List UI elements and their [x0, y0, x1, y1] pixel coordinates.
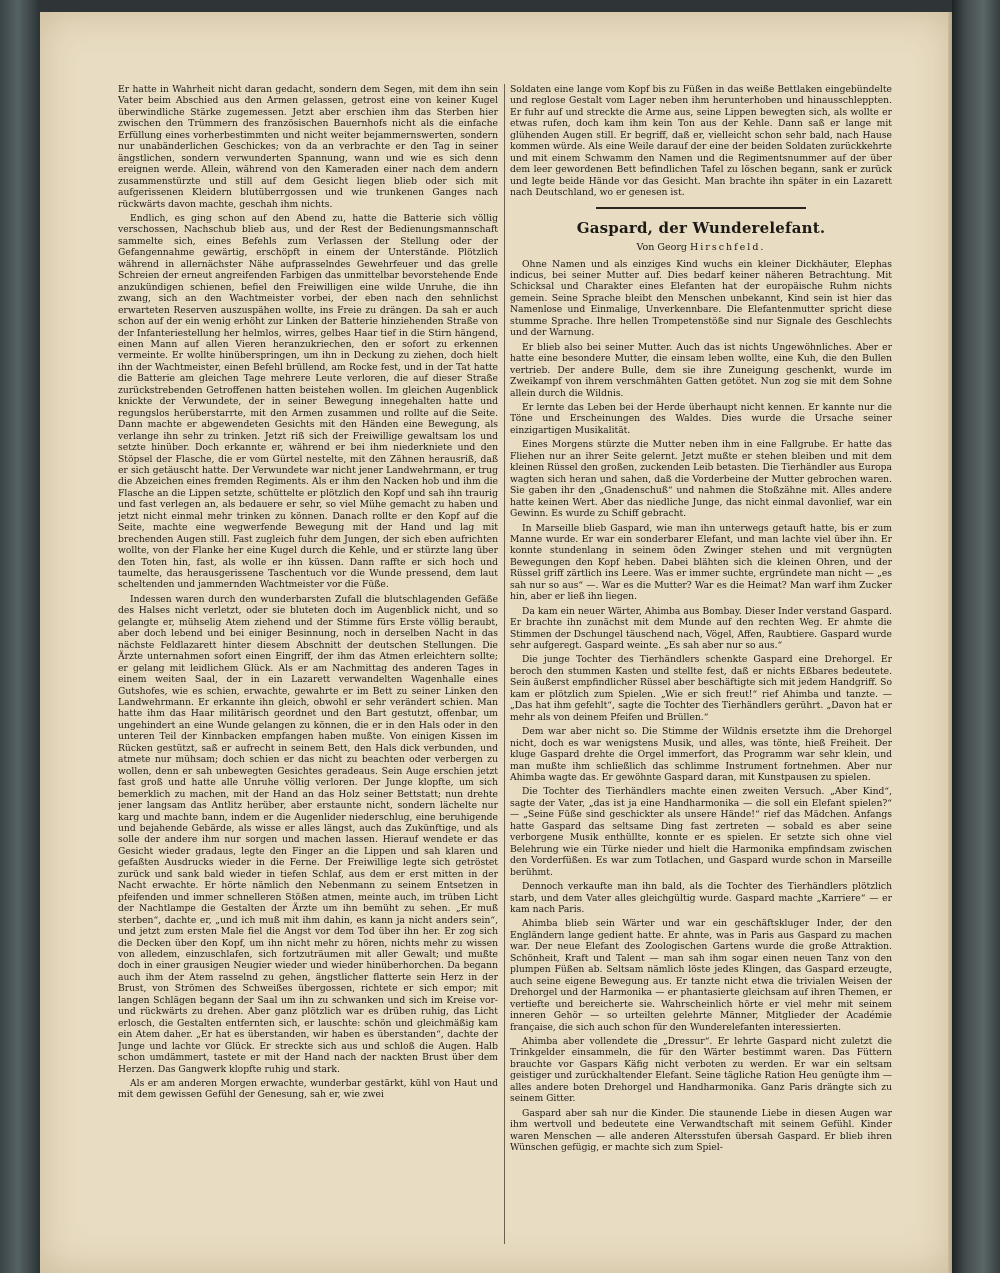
book-binding-left [0, 0, 40, 1273]
paragraph: In Marseille blieb Gaspard, wie man ihn unterwegs getauft hatte, bis er zum Manne wurde. Er war ein sonderbarer Elefant, und man lachte viel über ihn. Er konnte stundenlang in seinem öden Zwinger stehen und mit vergnügten Bewegungen den Kopf heben. Dabei blähten sich die kleinen Ohren, und der Rüssel griff zärtlich ins Leere. Was er immer suchte, ergründete man nicht — „es sah nur so aus“ —. War es die Mutter? War es die Heimat? Man warf ihm Zucker hin, aber er ließ ihn liegen. [510, 522, 892, 603]
story-continuation: Soldaten eine lange vom Kopf bis zu Füßen in das weiße Bettlaken eingebündelte und reglose Gestalt vom Lager neben ihm herunterhoben und hinausschleppten. Er fuhr auf und streckte die Arme aus, seine Lippen bewegten sich, als wollte er etwas rufen, doch kam ihm kein Ton aus der Kehle. Dann saß er lange mit glühenden Augen still. Er begriff, daß er, vielleicht schon sehr bald, nach Hause kommen würde. Als eine Weile darauf der eine der beiden Soldaten zurückkehrte und mit einem Schwamm den Namen und die Regimentsnummer auf der über dem leer gewordenen Bett befindlichen Tafel zu löschen begann, sank er zurück und legte beide Hände vor das Gesicht. Man brachte ihn später in ein Lazarett nach Deutschland, wo er genesen ist. [510, 84, 892, 199]
paragraph: Ohne Namen und als einziges Kind wuchs ein kleiner Dickhäuter, Elephas indicus, bei seiner Mutter auf. Dies bedarf keiner näheren Betrachtung. Mit Schicksal und Charakter eines Elefanten hat der europäische Ruhm nichts gemein. Seine Sprache bleibt den Menschen unbekannt, Kind sein ist hier das Namenlose und Einmalige, Unverkennbare. Die Elefantenmutter spricht diese stumme Sprache. Ihre hellen Trompetenstöße sind nur Signale des Geschlechts und der Warnung. [510, 258, 892, 339]
paragraph: Dennoch verkaufte man ihn bald, als die Tochter des Tierhändlers plötzlich starb, und dem Vater alles gleichgültig wurde. Gaspard machte „Karriere“ — er kam nach Paris. [510, 881, 892, 915]
section-separator-rule [596, 207, 806, 209]
paragraph: Endlich, es ging schon auf den Abend zu, hatte die Batterie sich völlig verschossen, Nachschub blieb aus, und der Rest der Bedienungsmannschaft sammelte sich, eines Befehls zum Verlassen der Stellung oder der Gefangennahme gewärtig, erschöpft in einem der Unterstände. Plötzlich während in allernächster Nähe aufprasselndes Gewehrfeuer und das grelle Schreien der erneut angreifenden Farbigen das unmittelbar bevorstehende Ende anzukündigen schienen, befiel den Freiwilligen eine wilde Unruhe, die ihn zwang, sich an den Wachtmeister vorbei, der eben nach den sehnlichst erwarteten Reserven auszuspähen wollte, ins Freie zu drängen. Da sah er auch schon auf der ein wenig erhöht zur Linken der Batterie hinziehenden Straße von der Infanteriestellung her helmlos, wirres, gelbes Haar tief in die Stirn hängend, einen Mann auf allen Vieren heranzukriechen, den er sofort zu erkennen vermeinte. Er wollte hinüberspringen, um ihn in Deckung zu ziehen, doch hielt ihn der Wachtmeister, einen Befehl brüllend, am Rocke fest, und in der Tat hatte die Batterie am gleichen Tage mehrere Leute verloren, die auf dieser Straße zurückstrebenden Getroffenen hatten beistehen wollen. Im gleichen Augenblick knickte der Verwundete, der in seiner Bewegung innegehalten hatte und regungslos herüberstarrte, mit den Armen zusammen und rollte auf die Seite. Dann machte er abgewendeten Gesichts mit den Händen eine Bewegung, als verlange ihn sehr zu trinken. Jetzt riß sich der Freiwillige gewaltsam los und setzte hinüber. Doch erkannte er, während er bei ihm niederkniete und den Stöpsel der Flasche, die er vom Gürtel nestelte, mit den Zähnen herausriß, daß er sich getäuscht hatte. Der Verwundete war nicht jener Landwehrmann, er trug die Abzeichen eines fremden Regiments. Als er ihm den Nacken hob und ihm die Flasche an die Lippen setzte, schüttelte er plötzlich den Kopf und sah ihn traurig und fast verlegen an, als bedauere er sehr, so viel Mühe gemacht zu haben und jetzt nicht einmal mehr trinken zu können. Danach rollte er den Kopf auf die Seite, machte eine wegwerfende Bewegung mit der Hand und lag mit brechenden Augen still. Fast zugleich fuhr dem Jungen, der sich eben aufrichten wollte, von der Flanke her eine Kugel durch die Kehle, und er stürzte lang über den Toten hin, fast, als wolle er ihn küssen. Dann raffte er sich hoch und taumelte, das herausgerissene Taschentuch vor die Wunde pressend, dem laut scheltenden und jammernden Wachtmeister vor die Füße. [118, 212, 498, 591]
column-divider [504, 84, 505, 1244]
left-text-column [118, 84, 498, 1244]
paragraph: Die junge Tochter des Tierhändlers schenkte Gaspard eine Drehorgel. Er beroch den stummen Kasten und stellte fest, daß er nichts Eßbares bedeutete. Sein äußerst empfindlicher Rüssel aber beschäftigte sich mit jedem Handgriff. So kam er plötzlich zum Spielen. „Wie er sich freut!“ rief Ahimba und tanzte. — „Das hat ihm gefehlt“, sagte die Tochter des Tierhändlers gerührt. „Davon hat er mehr als von deinem Pfeifen und Brüllen.“ [510, 654, 892, 723]
byline-prefix: Von Georg [636, 241, 687, 253]
paragraph: Als er am anderen Morgen erwachte, wunderbar gestärkt, kühl von Haut und mit dem gewissen Gefühl der Genesung, sah er, wie zwei [118, 1077, 498, 1101]
author-name: Hirschfeld. [689, 241, 766, 253]
right-text-column [510, 84, 892, 1244]
story-title: Gaspard, der Wunderelefant. [576, 218, 826, 237]
paragraph: Eines Morgens stürzte die Mutter neben ihm in eine Fallgrube. Er hatte das Fliehen nur an ihrer Seite gelernt. Jetzt mußte er stehen bleiben und mit dem kleinen Rüssel den großen, zuckenden Leib betasten. Die Tierhändler aus Europa wagten sich heran und sahen, daß die Vorderbeine der Mutter gebrochen waren. Sie gaben ihr den „Gnadenschuß“ und nahmen die Stoßzähne mit. Alles andere hatte keinen Wert. Aber das niedliche Junge, das nicht einmal davonlief, war ein Gewinn. Es wurde zu Schiff gebracht. [510, 439, 892, 520]
paragraph: Ahimba aber vollendete die „Dressur“. Er lehrte Gaspard nicht zuletzt die Trinkgelder einsammeln, die für den Wärter bestimmt waren. Das Füttern brauchte vor Gaspars Käfig nicht verboten zu werden. Er war ein seltsam geistiger und zurückhaltender Elefant. Seine tägliche Ration Heu genügte ihm — alles andere boten Drehorgel und Handharmonika. Ganz Paris drängte sich zu seinem Gitter. [510, 1035, 892, 1105]
paragraph: Indessen waren durch den wunderbarsten Zufall die blutschlagenden Gefäße des Halses nicht verletzt, oder sie bluteten doch im Augenblick nicht, und so gelangte er, mühselig Atem ziehend und der Stimme fürs Erste völlig beraubt, aber doch lebend und bei einiger Besinnung, noch in derselben Nacht in das nächste Feldlazarett hinter diesem Abschnitt der deutschen Stellungen. Die Ärzte unternahmen sofort einen Eingriff, der ihm das Atmen erleichtern sollte; er gelang mit leidlichem Glück. Als er am Nachmittag des anderen Tages in einem weiten Saal, der in ein Lazarett verwandelten Wagenhalle eines Gutshofes, wie es schien, erwachte, gewahrte er im Bett zu seiner Linken den Landwehrmann. Er erkannte ihn gleich, obwohl er sehr verändert schien. Man hatte ihm das Haar militärisch geordnet und den Bart gestutzt, offenbar, um ungehindert an eine Wunde gelangen zu können, die er in den Hals oder in den unteren Teil der Kinnbacken empfangen haben mußte. Von einigen Kissen im Rücken gestützt, saß er aufrecht in seinem Bett, den Hals dick verbunden, und atmete nur mühsam; doch schien er das nicht zu beachten oder verbergen zu wollen, denn er sah unbewegten Gesichtes geradeaus. Sein Auge erschien jetzt fast groß und hatte alle Unruhe völlig verloren. Der Junge klopfte, um sich bemerklich zu machen, mit der Hand an das Holz seiner Bettstatt; nun drehte jener langsam das Antlitz herüber, aber erstaunte nicht, sondern lächelte nur karg und machte bann, indem er die Augenlider niederschlug, eine beruhigende und bejahende Gebärde, als wisse er alles längst, auch das Zukünftige, und als solle der andere ihm nur sorgen und machen lassen. Hierauf wendete er das Gesicht wieder gradaus, legte den Finger an die Lippen und sah klaren und gefaßten Ausdrucks wieder in die Ferne. Der Freiwillige legte sich getröstet zurück und sank bald wieder in tiefen Schlaf, aus dem er erst mitten in der Nacht erwachte. Er hörte nämlich den Nebenmann zu seinem Entsetzen in pfeifenden und immer schnelleren Stößen atmen, meinte auch, im trüben Licht der Nachtlampe die Gestalten der Ärzte um ihn bemüht zu sehen. „Er muß sterben“, dachte er, „und ich muß mit ihm dahin, es kann ja nicht anders sein“, und jetzt zum ersten Male fiel die Angst vor dem Tod über ihn her. Er zog sich die Decken über den Kopf, um ihn nicht mehr zu hören, nichts mehr zu wissen von alledem, einzuschlafen, sich fortzuträumen mit aller Gewalt; und mußte doch in einer grausigen Neugier wieder und wieder hinüberhorchen. Da begann auch ihm der Atem rasselnd zu gehen, ängstlicher flatterte sein Herz in der Brust, von Strömen des Schweißes übergossen, richtete er sich empor; mit langen Schlägen begann der Saal um ihn zu schwanken und sich im Kreise vor- und rückwärts zu drehen. Aber ganz plötzlich war es drüben ruhig, das Licht erlosch, die Gestalten entfernten sich, er lauschte: schön und gleichmäßig kam ein Atem daher. „Er hat es überstanden, wir haben es überstanden“, dachte der Junge und lachte vor Glück. Er streckte sich aus und schloß die Augen. Halb schon umdämmert, tastete er mit der Hand nach der nackten Brust über dem Herzen. Das Gangwerk klopfte ruhig und stark. [118, 593, 498, 1075]
paragraph: Er hatte in Wahrheit nicht daran gedacht, sondern dem Segen, mit dem ihn sein Vater beim Abschied aus den Armen gelassen, getrost eine von keiner Kugel überwindliche Stärke zugemessen. Jetzt aber erschien ihm das Sterben hier zwischen den Trümmern des französischen Bauernhofs nicht als die einfache Erfüllung eines vorherbestimmten und nicht weiter bejammernswerten, sondern nur unabänderlichen Geschickes; von da an verbrachte er den Tag in seiner ängstlichen, sondern verwunderten Spannung, wann und wie es sich denn ereignen werde. Allein, während von den Kameraden einer nach dem andern zusammenstürzte und still auf dem Gesicht liegen blieb oder sich mit aufgerissenen Kleidern blutüberrgossen und wie trunkenen Ganges nach rückwärts davon machte, geschah ihm nichts. [118, 84, 498, 210]
story-byline [510, 241, 892, 254]
paragraph: Da kam ein neuer Wärter, Ahimba aus Bombay. Dieser Inder verstand Gaspard. Er brachte ihn zunächst mit dem Munde auf den rechten Weg. Er ahmte die Stimmen der Dschungel täuschend nach, Vögel, Affen, Raubtiere. Gaspard wurde sehr aufgeregt. Gaspard weinte. „Es sah aber nur so aus.“ [510, 605, 892, 652]
paragraph: Er blieb also bei seiner Mutter. Auch das ist nichts Ungewöhnliches. Aber er hatte eine besondere Mutter, die einsam leben wollte, eine Kuh, die den Bullen vertrieb. Der andere Bulle, dem sie ihre Zuneigung geschenkt, wurde im Zweikampf von ihrem verschmähten Gatten getötet. Nun zog sie mit dem Sohne allein durch die Wildnis. [510, 341, 892, 399]
paragraph: Gaspard aber sah nur die Kinder. Die staunende Liebe in diesen Augen war ihm wertvoll und bedeutete eine Verwandtschaft mit seinem Gefühl. Kinder waren Menschen — alle anderen Altersstufen übersah Gaspard. Er blieb ihren Wünschen gefügig, er machte sich zum Spiel- [510, 1107, 892, 1154]
paragraph: Ahimba blieb sein Wärter und war ein geschäftskluger Inder, der den Engländern lange gedient hatte. Er ahnte, was in Paris aus Gaspard zu machen war. Der neue Elefant des Zoologischen Gartens wurde die große Attraktion. Schönheit, Kraft und Talent — man sah ihm sogar einen neuen Tanz von den plumpen Füßen ab. Seltsam nämlich löste jedes Klingen, das Gaspard erzeugte, auch seine eigene Bewegung aus. Er tanzte nicht etwa die trivialen Weisen der Drehorgel und der Harmonika — er phantasierte gleichsam auf ihren Themen, er vertiefte und bereicherte sie. Wahrscheinlich hörte er viel mehr mit seinem inneren Gehör — so urteilten gelehrte Männer, Mitglieder der Académie française, die sich auch schon für den Wunderelefanten interessierten. [510, 918, 892, 1033]
book-binding-right [952, 0, 1000, 1273]
paragraph: Dem war aber nicht so. Die Stimme der Wildnis ersetzte ihm die Drehorgel nicht, doch es war wenigstens Musik, und alles, was tönte, hieß Freiheit. Der kluge Gaspard drehte die Orgel immerfort, das Programm war sehr klein, und man mußte ihm schließlich das schlimme Instrument fortnehmen. Aber nur Ahimba wagte das. Er gewöhnte Gaspard daran, mit Kunstpausen zu spielen. [510, 726, 892, 784]
paragraph: Er lernte das Leben bei der Herde überhaupt nicht kennen. Er kannte nur die Töne und Erscheinungen des Waldes. Dies wurde die Ursache seiner einzigartigen Musikalität. [510, 401, 892, 436]
paragraph: Die Tochter des Tierhändlers machte einen zweiten Versuch. „Aber Kind“, sagte der Vater, „das ist ja eine Handharmonika — die soll ein Elefant spielen?“ — „Seine Füße sind geschickter als unsere Hände!“ rief das Mädchen. Anfangs hatte Gaspard das seltsame Ding fast zertreten — sobald es aber seine verborgene Musik enthüllte, konnte er es spielen. Er setzte sich ohne viel Belehrung wie ein Türke nieder und hielt die Harmonika empfindsam zwischen den Vorderfüßen. Es war zum Totlachen, und Gaspard wurde schon in Marseille berühmt. [510, 786, 892, 878]
